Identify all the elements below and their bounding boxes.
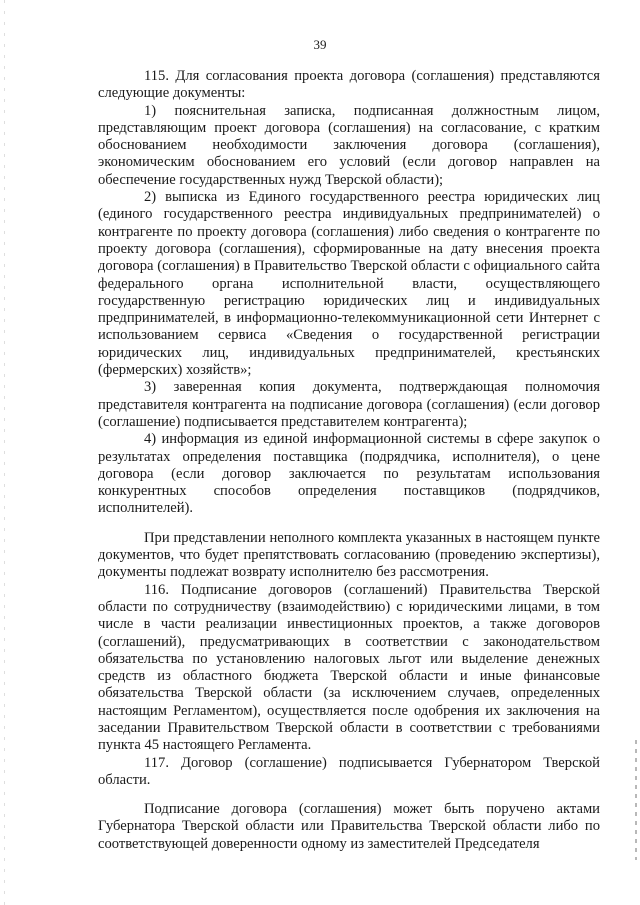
list-item-3: 3) заверенная копия документа, подтверждающая полномочия представителя контрагента на подписание договора (соглашения) (если договор (соглашение) подписывается представителем контрагента); [98,379,600,430]
scan-edge-left [4,0,5,905]
paragraph-115-intro: 115. Для согласования проекта договора (соглашения) представляются следующие документы: [98,68,600,102]
page-number: 39 [313,37,327,52]
paragraph-116: 116. Подписание договоров (соглашений) Правительства Тверской области по сотрудничеству (взаимодействию) с юридическими лицами, в том числе в части реализации инвестиционных проектов, а также договоров (соглашений), предусматривающих в соответствии с законодательством обязательства по установлению налоговых льгот или выделение денежных средств из областного бюджета Тверской области и иные финансовые обязательства Тверской области (за исключением случаев, определенных настоящим Регламентом), осуществляется после одобрения их заключения на заседании Правительством Тверской области в соответствии с требованиями пункта 45 настоящего Регламента. [98,581,600,754]
paragraph-signing-delegation: Подписание договора (соглашения) может быть поручено актами Губернатора Тверской области или Правительства Тверской области либо по соответствующей доверенности одному из заместителей Председателя [98,801,600,852]
paragraph-incomplete-set: При представлении неполного комплекта указанных в настоящем пункте документов, что будет препятствовать согласованию (проведению экспертизы), документы подлежат возврату исполнителю без рассмотрения. [98,529,600,581]
list-item-4: 4) информация из единой информационной системы в сфере закупок о результатах определения поставщика (подрядчика, исполнителя), о цене договора (если договор заключается по результатам использования конкурентных способов определения поставщиков (подрядчиков, исполнителей). [98,431,600,517]
scan-edge-right [635,740,637,860]
list-item-2: 2) выписка из Единого государственного реестра юридических лиц (единого государственного реестра индивидуальных предпринимателей) о контрагенте по проекту договора (соглашения) либо сведения о контрагенте по проекту договора (соглашения), сформированные на дату внесения проекта договора (соглашения) в Правительство Тверской области с официального сайта федерального органа исполнительной власти, осуществляющего государственную регистрацию юридических лиц и индивидуальных предпринимателей, в информационно-телекоммуникационной сети Интернет с использованием сервиса «Сведения о государственной регистрации юридических лиц, индивидуальных предпринимателей, крестьянских (фермерских) хозяйств»; [98,189,600,379]
list-item-1: 1) пояснительная записка, подписанная должностным лицом, представляющим проект договора (соглашения) на согласование, с кратким обоснованием необходимости заключения договора (соглашения), экономическим обоснованием его условий (если договор направлен на обеспечение государственных нужд Тверской области); [98,102,600,188]
paragraph-117: 117. Договор (соглашение) подписывается Губернатором Тверской области. [98,754,600,788]
document-body [98,68,600,853]
